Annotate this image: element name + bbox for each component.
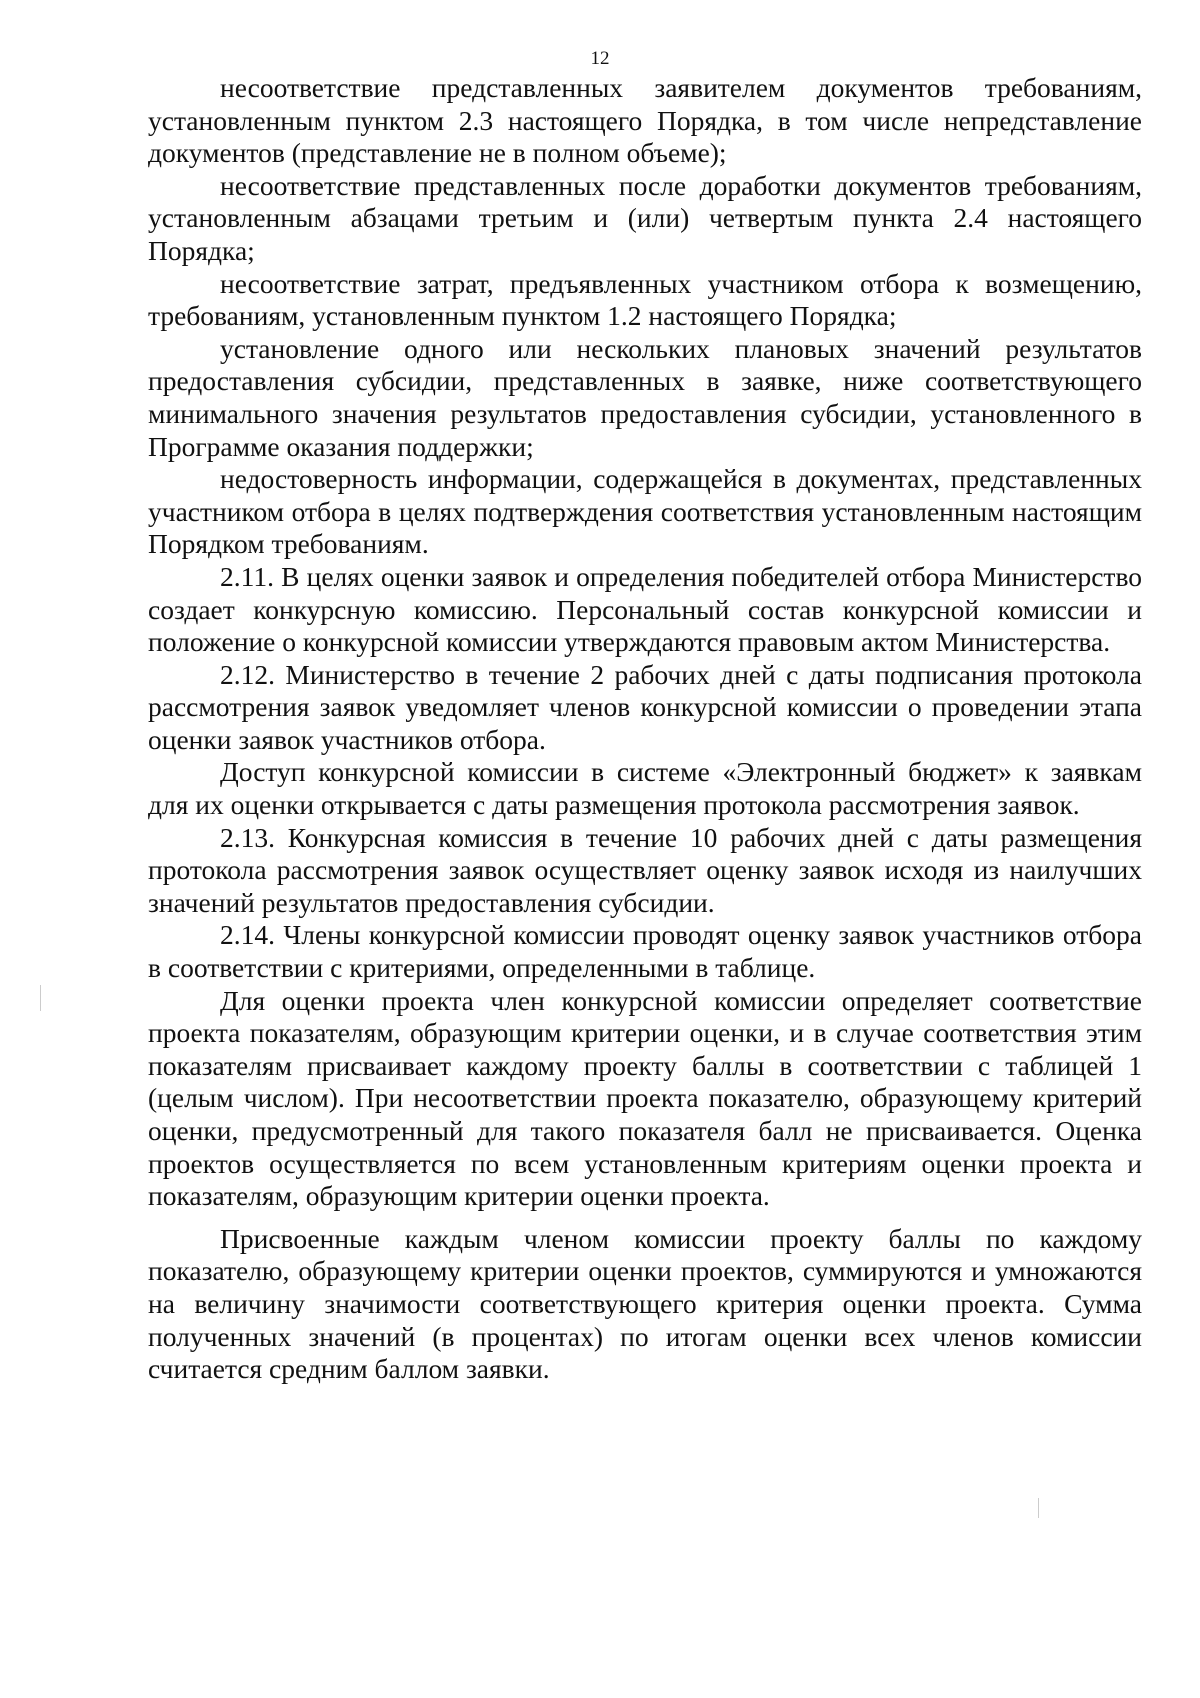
paragraph: несоответствие затрат, предъявленных участником отбора к возмещению, требованиям, установленным пунктом 1.2 настоящего Порядка; xyxy=(148,267,1142,332)
paragraph: несоответствие представленных заявителем документов требованиям, установленным пунктом 2.3 настоящего Порядка, в том числе непредставление документов (представление не в полном объеме); xyxy=(148,72,1142,169)
paragraph: 2.12. Министерство в течение 2 рабочих дней с даты подписания протокола рассмотрения заявок уведомляет членов конкурсной комиссии о проведении этапа оценки заявок участников отбора. xyxy=(148,658,1142,755)
paragraph: Доступ конкурсной комиссии в системе «Электронный бюджет» к заявкам для их оценки открывается с даты размещения протокола рассмотрения заявок. xyxy=(148,756,1142,821)
paragraph: недостоверность информации, содержащейся в документах, представленных участником отбора в целях подтверждения соответствия установленным настоящим Порядком требованиям. xyxy=(148,463,1142,560)
scan-artifact xyxy=(40,985,41,1011)
page-number: 12 xyxy=(590,48,610,69)
paragraph: 2.13. Конкурсная комиссия в течение 10 рабочих дней с даты размещения протокола рассмотрения заявок осуществляет оценку заявок исходя из наилучших значений результатов предоставления субсидии. xyxy=(148,821,1142,918)
paragraph: несоответствие представленных после доработки документов требованиям, установленным абзацами третьим и (или) четвертым пункта 2.4 настоящего Порядка; xyxy=(148,169,1142,266)
paragraph: 2.11. В целях оценки заявок и определения победителей отбора Министерство создает конкурсную комиссию. Персональный состав конкурсной комиссии и положение о конкурсной комиссии утверждаются правовым актом Министерства. xyxy=(148,560,1142,658)
paragraph: установление одного или нескольких плановых значений результатов предоставления субсидии, представленных в заявке, ниже соответствующего минимального значения результатов предоставления субсидии, установленного в Программе оказания поддержки; xyxy=(148,332,1142,462)
paragraph: Для оценки проекта член конкурсной комиссии определяет соответствие проекта показателям, образующим критерии оценки, и в случае соответствия этим показателям присваивает каждому проекту баллы в соответствии с таблицей 1 (целым числом). При несоответствии проекта показателю, образующему критерий оценки, предусмотренный для такого показателя балл не присваивается. Оценка проектов осуществляется по всем установленным критериям оценки проекта и показателям, образующим критерии оценки проекта. xyxy=(148,984,1142,1212)
paragraph: 2.14. Члены конкурсной комиссии проводят оценку заявок участников отбора в соответствии с критериями, определенными в таблице. xyxy=(148,919,1142,984)
scan-artifact xyxy=(1038,1498,1039,1518)
document-body xyxy=(148,72,1142,1386)
paragraph: Присвоенные каждым членом комиссии проекту баллы по каждому показателю, образующему критерии оценки проектов, суммируются и умножаются на величину значимости соответствующего критерия оценки проекта. Сумма полученных значений (в процентах) по итогам оценки всех членов комиссии считается средним баллом заявки. xyxy=(148,1222,1142,1385)
